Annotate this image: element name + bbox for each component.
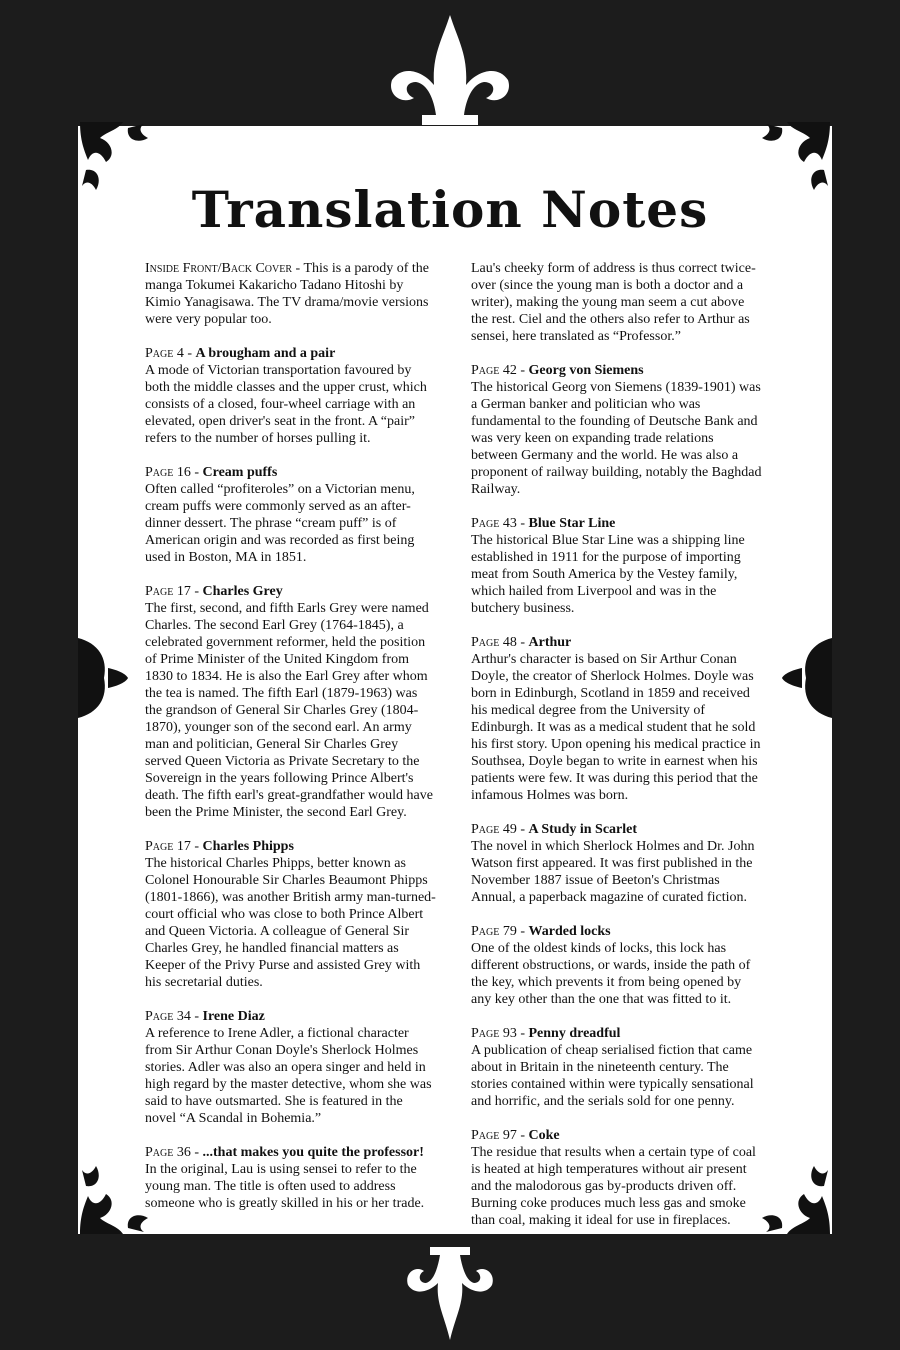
fleur-de-lis-top-icon — [382, 10, 518, 180]
note: Page 43 - Blue Star Line The historical Blue Star Line was a shipping line established in 1911 for the purpose of importing meat from South America by the Vestey family, which hailed from Liverpool and was in the butchery business. — [471, 516, 745, 616]
note: Page 93 - Penny dreadful A publication of cheap serialised fiction that came about in Britain in the nineteenth century. The stories contained within were typically sensational and horrific, and the serials sold for one penny. — [471, 1026, 754, 1109]
note: Page 49 - A Study in Scarlet The novel in which Sherlock Holmes and Dr. John Watson first appeared. It was first published in the November 1887 issue of Beeton's Christmas Annual, a paperback magazine of curated fiction. — [471, 822, 755, 905]
note: Page 34 - Irene Diaz A reference to Irene Adler, a fictional character from Sir Arthur Conan Doyle's Sherlock Holmes stories. Adler was also an opera singer and held in high regard by the master detective, whom she was said to have outsmarted. She is featured in the novel “A Scandal in Bohemia.” — [145, 1009, 432, 1126]
note: Page 97 - Coke The residue that results when a certain type of coal is heated at high temperatures without air present and the malodorous gas by-products driven off. Burning coke produces much less gas and smoke than coal, making it ideal for use in fireplaces. — [471, 1128, 756, 1228]
left-column — [145, 260, 437, 1229]
note: Page 36 - ...that makes you quite the professor! In the original, Lau is using sensei to refer to the young man. The title is often used to address someone who is greatly skilled in his or her trade. — [145, 1145, 425, 1211]
note: Page 16 - Cream puffs Often called “profiteroles” on a Victorian menu, cream puffs were commonly served as an after-dinner dessert. The phrase “cream puff” is of American origin and was recorded as first being used in Boston, MA in 1851. — [145, 465, 415, 565]
note: Inside Front/Back Cover - This is a parody of the manga Tokumei Kakaricho Tadano Hitoshi by Kimio Yanagisawa. The TV drama/movie versions were very popular too. — [145, 261, 430, 327]
note: Lau's cheeky form of address is thus correct twice-over (since the young man is both a doctor and a writer), making the young man seem a cut above the rest. Ciel and the others also refer to Arthur as sensei, here translated as “Professor.” — [471, 261, 756, 344]
note: Page 17 - Charles Grey The first, second, and fifth Earls Grey were named Charles. The second Earl Grey (1764-1845), a celebrated government reformer, held the position of Prime Minister of the United Kingdom from 1830 to 1834. He is also the Earl Grey after whom the tea is named. The fifth Earl (1879-1963) was the grandson of General Sir Charles Grey (1804-1870), younger son of the second earl. An army man and politician, General Sir Charles Grey served Queen Victoria as Private Secretary to the Sovereign in the years following Prince Albert's death. The fifth earl's great-grandfather would have been the Prime Minister, the second Earl Grey. — [145, 584, 433, 820]
note: Page 4 - A brougham and a pair A mode of Victorian transportation favoured by both the middle classes and the upper crust, which consists of a closed, four-wheel carriage with an elevated, open driver's seat in the front. A “pair” refers to the number of horses pulling it. — [145, 346, 427, 446]
side-flourish-right-icon — [780, 628, 832, 728]
corner-flourish-bottom-right-icon — [752, 1156, 832, 1236]
note: Page 17 - Charles Phipps The historical Charles Phipps, better known as Colonel Honourable Sir Charles Beaumont Phipps (1801-1866), was another British army man-turned-court official who was close to both Prince Albert and Queen Victoria. A colleague of General Sir Charles Grey, he handled financial matters as Keeper of the Privy Purse and assisted Grey with his secretarial duties. — [145, 839, 436, 990]
note: Page 48 - Arthur Arthur's character is based on Sir Arthur Conan Doyle, the creator of Sherlock Holmes. Doyle was born in Edinburgh, Scotland in 1859 and received his medical degree from the University of Edinburgh. It was as a medical student that he sold his first story. Upon opening his medical practice in Southsea, Doyle began to write in earnest when his patients were few. It was during this period that the infamous Holmes was born. — [471, 635, 761, 803]
note: Page 42 - Georg von Siemens The historical Georg von Siemens (1839-1901) was a German banker and politician who was fundamental to the founding of Deutsche Bank and was very keen on expanding trade relations between Germany and the world. He was also a proponent of railway building, notably the Baghdad Railway. — [471, 363, 762, 497]
right-column — [471, 260, 763, 1246]
page-title: Translation Notes — [191, 180, 709, 239]
side-flourish-left-icon — [78, 628, 130, 728]
note: Page 79 - Warded locks One of the oldest kinds of locks, this lock has different obstructions, or wards, inside the path of the key, which prevents it from being opened by any key other than the one that was fitted to it. — [471, 924, 751, 1007]
